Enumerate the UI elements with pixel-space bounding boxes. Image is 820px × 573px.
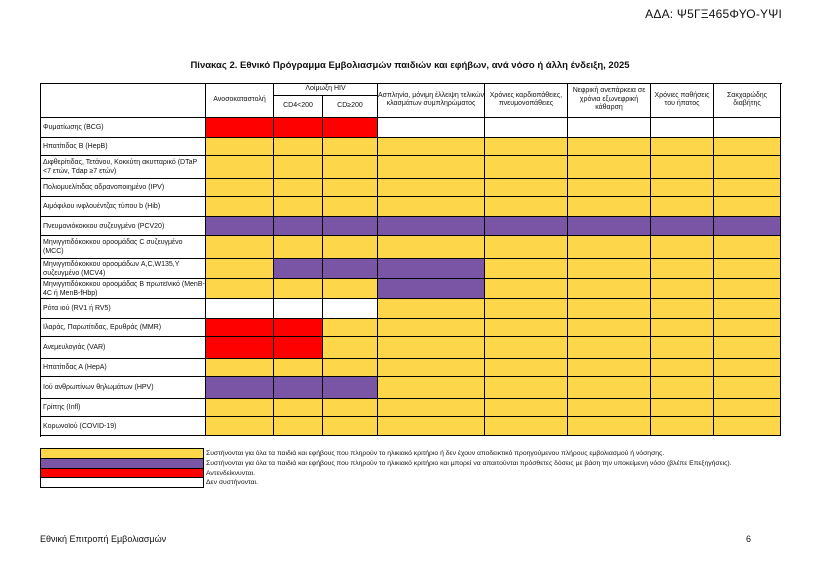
table-cell [274, 319, 323, 337]
legend-text: Συστήνονται για όλα τα παιδιά και εφήβους που πληρούν το ηλικιακό κριτήριο και μπορεί να απαιτούνται πρόσθετες δόσεις με βάση την υποκείμενη νόσο (βλέπε Επεξηγήσεις). [206, 460, 732, 467]
table-cell [378, 156, 485, 179]
page-number: 6 [746, 534, 752, 544]
table-cell [274, 259, 323, 279]
table-cell [323, 197, 378, 217]
table-cell [485, 319, 568, 337]
table-cell [714, 319, 781, 337]
header-renal: Νεφρική ανεπάρκεια σε χρόνια εξωνεφρική κάθαρση [568, 83, 651, 118]
row-label: Ηπατίτιδας Β (HepB) [40, 138, 206, 156]
table-cell [485, 259, 568, 279]
table-cell [274, 138, 323, 156]
table-cell [714, 399, 781, 417]
table-cell [714, 236, 781, 259]
row-label: Πολιομυελίτιδας αδρανοποιημένο (IPV) [40, 179, 206, 197]
table-cell [274, 179, 323, 197]
table-cell [274, 337, 323, 359]
table-cell [323, 259, 378, 279]
header-immunosuppression: Ανοσοκαταστολή [206, 83, 274, 118]
header-asplenia: Ασπληνία, μόνιμη έλλειψη τελικών κλασμάτων συμπληρώματος [378, 83, 485, 118]
table-cell [568, 299, 651, 319]
table-cell [323, 179, 378, 197]
table-cell [378, 197, 485, 217]
row-label: Ιλαράς, Παρωτίτιδας, Ερυθράς (MMR) [40, 319, 206, 337]
table-cell [568, 156, 651, 179]
row-label: Γρίπης (Infl) [40, 399, 206, 417]
table-cell [206, 156, 274, 179]
table-cell [206, 118, 274, 138]
table-cell [206, 279, 274, 299]
table-cell [651, 156, 714, 179]
table-cell [568, 138, 651, 156]
table-cell [651, 417, 714, 436]
table-cell [568, 236, 651, 259]
table-cell [206, 337, 274, 359]
table-cell [378, 236, 485, 259]
row-label: Ιού ανθρωπίνων θηλωμάτων (HPV) [40, 377, 206, 399]
table-cell [568, 319, 651, 337]
table-cell [274, 299, 323, 319]
table-cell [323, 299, 378, 319]
table-cell [323, 399, 378, 417]
table-cell [651, 279, 714, 299]
legend-text: Συστήνονται για όλα τα παιδιά και εφήβους που πληρούν το ηλικιακό κριτήριο ή δεν έχουν αποδεικτικό προηγούμενου πλήρους εμβολιασμού ή νόσησης. [206, 450, 665, 457]
table-cell [651, 179, 714, 197]
table-cell [651, 319, 714, 337]
row-label: Αιμόφιλου ινφλουέντζας τύπου b (Hib) [40, 197, 206, 217]
table-cell [485, 156, 568, 179]
table-cell [568, 337, 651, 359]
table-cell [568, 377, 651, 399]
table-cell [378, 319, 485, 337]
table-cell [378, 299, 485, 319]
table-cell [714, 138, 781, 156]
table-cell [206, 138, 274, 156]
table-cell [485, 399, 568, 417]
header-hiv-group: Λοίμωξη HIV [274, 83, 378, 96]
table-cell [378, 377, 485, 399]
table-cell [378, 259, 485, 279]
table-cell [323, 279, 378, 299]
table-cell [485, 337, 568, 359]
table-cell [206, 217, 274, 236]
table-cell [206, 417, 274, 436]
header-diabetes: Σακχαρώδης διαβήτης [714, 83, 781, 118]
row-label: Φυματίωσης (BCG) [40, 118, 206, 138]
table-cell [651, 399, 714, 417]
table-cell [568, 179, 651, 197]
table-cell [378, 417, 485, 436]
table-cell [378, 359, 485, 377]
header-liver: Χρόνιες παθήσεις του ήπατος [651, 83, 714, 118]
table-cell [485, 197, 568, 217]
table-cell [651, 337, 714, 359]
table-cell [485, 417, 568, 436]
table-cell [274, 118, 323, 138]
table-cell [323, 377, 378, 399]
row-label: Μηνιγγιτιδόκοκκου οροομάδας C συζευγμένο (MCC) [40, 236, 206, 259]
table-cell [568, 197, 651, 217]
table-cell [206, 359, 274, 377]
table-cell [485, 179, 568, 197]
table-cell [206, 259, 274, 279]
legend-text: Αντενδείκνυνται. [206, 470, 256, 477]
table-cell [274, 377, 323, 399]
header-hiv-cd4-lt-200: CD4<200 [274, 96, 323, 118]
table-cell [323, 156, 378, 179]
table-cell [206, 236, 274, 259]
table-cell [206, 319, 274, 337]
header-hiv-cd-ge-200: CD≥200 [323, 96, 378, 118]
table-cell [274, 236, 323, 259]
table-cell [206, 197, 274, 217]
legend-text: Δεν συστήνονται. [206, 479, 258, 486]
table-cell [485, 279, 568, 299]
table-cell [323, 236, 378, 259]
row-label: Πνευμονιόκοκκου συζευγμένο (PCV20) [40, 217, 206, 236]
table-cell [485, 217, 568, 236]
table-cell [485, 138, 568, 156]
row-label: Μηνιγγιτιδόκοκκου οροομάδας B πρωτεϊνικό (MenB-4C ή MenB-fHbp) [40, 279, 206, 299]
table-cell [323, 359, 378, 377]
ada-code: ΑΔΑ: Ψ5ΓΞ465ΦΥΟ-ΥΨΙ [645, 7, 782, 21]
legend-swatch [40, 477, 204, 488]
table-cell [485, 118, 568, 138]
table-cell [714, 299, 781, 319]
table-cell [485, 299, 568, 319]
table-cell [206, 377, 274, 399]
table-cell [568, 359, 651, 377]
table-cell [568, 279, 651, 299]
table-cell [714, 377, 781, 399]
table-cell [714, 279, 781, 299]
table-cell [323, 217, 378, 236]
table-cell [323, 118, 378, 138]
table-cell [485, 359, 568, 377]
row-label: Ανεμευλογιάς (VAR) [40, 337, 206, 359]
table-cell [714, 156, 781, 179]
table-cell [323, 337, 378, 359]
table-cell [651, 236, 714, 259]
table-cell [651, 359, 714, 377]
table-cell [378, 337, 485, 359]
table-cell [274, 217, 323, 236]
table-cell [378, 279, 485, 299]
table-cell [714, 197, 781, 217]
table-cell [568, 118, 651, 138]
table-cell [323, 138, 378, 156]
row-label: Διφθερίτιδας, Τετάνου, Κοκκύτη ακυτταρικό (DTaP <7 ετών, Tdap ≥7 ετών) [40, 156, 206, 179]
table-cell [714, 417, 781, 436]
table-cell [274, 156, 323, 179]
table-cell [378, 399, 485, 417]
table-cell [323, 417, 378, 436]
table-cell [714, 337, 781, 359]
table-cell [714, 217, 781, 236]
footer-organization: Εθνική Επιτροπή Εμβολιασμών [40, 534, 167, 544]
table-cell [568, 399, 651, 417]
row-label: Κορωνοϊού (COVID-19) [40, 417, 206, 436]
table-cell [274, 399, 323, 417]
table-cell [485, 377, 568, 399]
table-cell [568, 217, 651, 236]
row-label: Ρότα ιού (RV1 ή RV5) [40, 299, 206, 319]
table-cell [485, 236, 568, 259]
table-cell [274, 359, 323, 377]
table-cell [378, 179, 485, 197]
table-cell [378, 138, 485, 156]
table-cell [568, 417, 651, 436]
table-cell [714, 179, 781, 197]
table-cell [651, 377, 714, 399]
row-label: Μηνιγγιτιδόκοκκου οροομάδων A,C,W135,Y συζευγμένο (MCV4) [40, 259, 206, 279]
table-title: Πίνακας 2. Εθνικό Πρόγραμμα Εμβολιασμών παιδιών και εφήβων, ανά νόσο ή άλλη ένδειξη, 2025 [190, 60, 630, 71]
table-cell [323, 319, 378, 337]
table-cell [206, 299, 274, 319]
table-cell [651, 259, 714, 279]
table-cell [714, 259, 781, 279]
table-cell [274, 197, 323, 217]
table-cell [206, 179, 274, 197]
table-cell [568, 259, 651, 279]
table-cell [206, 399, 274, 417]
table-cell [651, 138, 714, 156]
header-corner [40, 83, 206, 118]
table-cell [714, 118, 781, 138]
row-label: Ηπατίτιδας Α (HepA) [40, 359, 206, 377]
table-cell [651, 118, 714, 138]
table-cell [714, 359, 781, 377]
table-cell [651, 217, 714, 236]
table-cell [274, 417, 323, 436]
table-cell [651, 299, 714, 319]
header-cardio: Χρόνιες καρδιοπάθειες, πνευμονοπάθειες [485, 83, 568, 118]
table-cell [274, 279, 323, 299]
table-cell [651, 197, 714, 217]
table-cell [378, 118, 485, 138]
table-cell [378, 217, 485, 236]
